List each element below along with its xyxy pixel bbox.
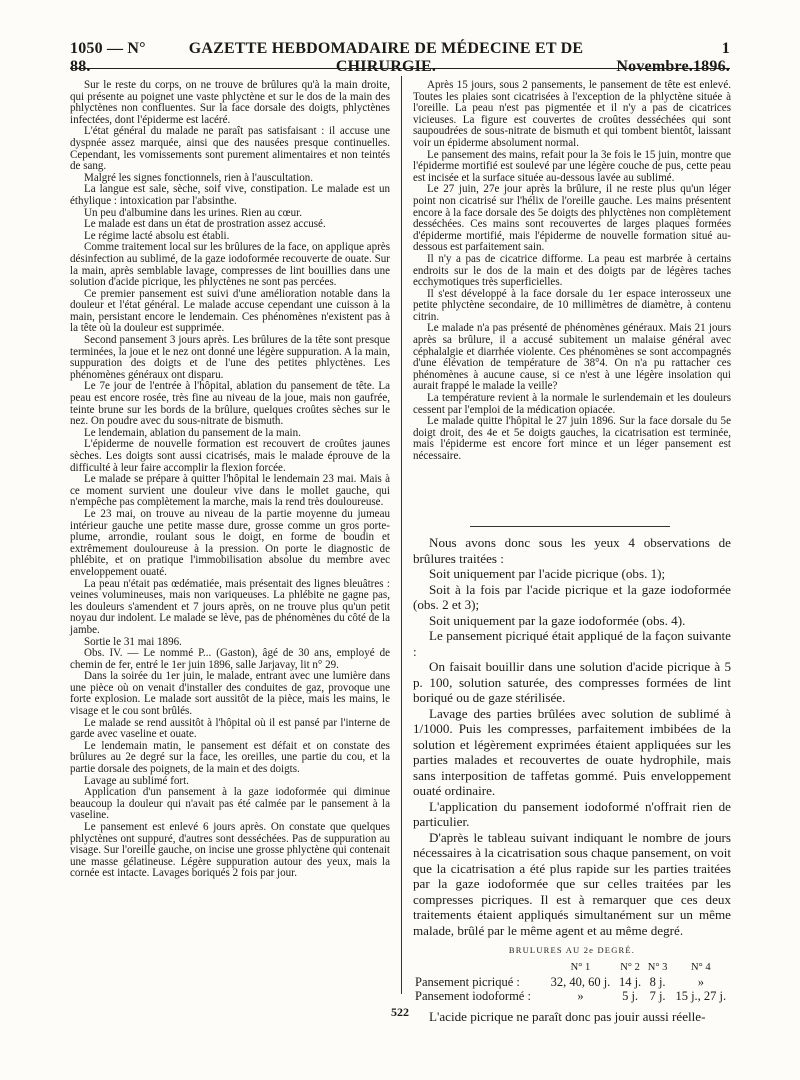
paragraph: Il s'est développé à la face dorsale du 1er espace interosseux une petite phlyctène secondaire, de 10 millimètres de diamètre, à contenu citrin.	[413, 287, 731, 323]
paragraph: Le 23 mai, on trouve au niveau de la partie moyenne du jumeau intérieur gauche une petite masse dure, grosse comme un gros porte-plume, arrondie, roulant sous le doigt, en forme de boudin et extrêmement douloureuse à la pression. On porte le diagnostic de phlébite, et on pratique l'immobilisation absolue du membre avec enveloppement ouaté.	[70, 507, 390, 578]
paragraph: La peau n'était pas œdématiée, mais présentait des lignes bleuâtres : veines volumineuses, mais non variqueuses. La phlébite ne gagne pas, les douleurs s'amendent et 7 jours après, on ne trouve plus qu'un petit noyau dur indolent. Le malade se lève, pas de phénomènes du côté de la jambe.	[70, 577, 390, 636]
paragraph: La langue est sale, sèche, soif vive, constipation. Le malade est un éthylique : intoxication par l'absinthe.	[70, 183, 390, 207]
paragraph: Un peu d'albumine dans les urines. Rien au cœur.	[84, 206, 302, 219]
running-head	[70, 40, 730, 75]
observation-heading: Obs. IV. — Le nommé P... (Gaston), âgé de 30 ans, employé de chemin de fer, entré le 1er juin 1896, salle Jarjavay, lit n° 29.	[70, 647, 390, 671]
column-divider	[401, 76, 402, 994]
paragraph: On faisait bouillir dans une solution d'acide picrique à 5 p. 100, solution saturée, des compresses formées de lint boriqué ou de gaze stérilisée.	[413, 659, 731, 705]
right-column-discussion	[413, 535, 731, 1024]
table-header-cell: N° 4	[690, 961, 711, 973]
paragraph: Le pansement des mains, refait pour la 3e fois le 15 juin, montre que l'épiderme mortifié est soulevé par une légère couche de pus, cette peau est incisée et la surface située au-dessous lavée au sublimé.	[413, 148, 731, 184]
table-cell: 14 j.	[618, 974, 642, 989]
page-number: 522	[391, 1005, 409, 1019]
paragraph: Soit uniquement par la gaze iodoformée (obs. 4).	[429, 612, 686, 628]
paragraph: Le malade quitte l'hôpital le 27 juin 1896. Sur la face dorsale du 5e doigt droit, des 4e et 5e doigts gauches, la cicatrisation est terminée, mais l'épiderme est encore fort mince et un léger pansement est nécessaire.	[413, 415, 731, 462]
paragraph: Nous avons donc sous les yeux 4 observations de brûlures traitées :	[413, 535, 731, 566]
table-title: BRULURES AU 2e DEGRÉ.	[508, 945, 636, 955]
row-label: Pansement picriqué :	[415, 974, 520, 989]
paragraph: L'état général du malade ne paraît pas satisfaisant : il accuse une dyspnée assez marquée, ainsi que des nausées presque continuelles. Cependant, les vomissements sont purement alimentaires et non teintés de sang.	[70, 125, 390, 173]
paragraph: Soit à la fois par l'acide picrique et la gaze iodoformée (obs. 2 et 3);	[413, 581, 731, 612]
paragraph: L'application du pansement iodoformé n'offrait rien de particulier.	[413, 798, 731, 829]
paragraph: Le malade n'a pas présenté de phénomènes généraux. Mais 21 jours après sa brûlure, il a accusé subitement un malaise général avec céphalalgie et diarrhée violente. Ces phénomènes se sont accompagnés d'une élévation de température de 38°4. On n'a pu rattacher ces phénomènes à aucune cause, si ce n'est à une légère insolation qui aurait frappé le malade la veille?	[413, 322, 731, 393]
table-cell: »	[577, 988, 584, 1003]
table-row	[413, 989, 731, 1003]
table-row	[413, 975, 731, 989]
section-divider	[470, 526, 670, 527]
paragraph: La température revient à la normale le surlendemain et les douleurs cessent par l'emploi de la médication opiacée.	[413, 392, 731, 416]
left-column	[70, 80, 390, 995]
burn-healing-table	[413, 961, 731, 1003]
table-cell: 32, 40, 60 j.	[550, 974, 611, 989]
issue-date: 1 Novembre.1896.	[616, 40, 730, 75]
paragraph: Le malade se prépare à quitter l'hôpital le lendemain 23 mai. Mais à ce moment survient une douleur vive dans le mollet gauche, qui n'empêche pas complètement la marche, mais la rend très douloureuse.	[70, 473, 390, 509]
table-cell: 7 j.	[649, 988, 666, 1003]
paragraph: L'épiderme de nouvelle formation est recouvert de croûtes jaunes sèches. Les doigts sont aussi cicatrisés, mais le malade éprouve de la difficulté à leur faire accomplir la flexion forcée.	[70, 438, 390, 474]
header-rule	[70, 68, 730, 69]
paragraph: Sortie le 31 mai 1896.	[84, 635, 182, 648]
paragraph: Malgré les signes fonctionnels, rien à l'auscultation.	[84, 171, 314, 184]
right-column-observation	[413, 80, 731, 535]
table-cell: 8 j.	[649, 974, 666, 989]
paragraph: Le malade est dans un état de prostration assez accusé.	[84, 218, 326, 231]
paragraph: Après 15 jours, sous 2 pansements, le pansement de tête est enlevé. Toutes les plaies sont cicatrisées à l'exception de la phlyctène située à l'oreille. La peau n'est pas pigmentée et il n'y a pas de cicatrices vicieuses. La figure est couvertes de croûtes desséchées qui sont saupoudrées de sous-nitrate de bismuth et qui tombent bientôt, laissant voir un épiderme absolument normal.	[413, 79, 731, 149]
paragraph: Second pansement 3 jours après. Les brûlures de la tête sont presque terminées, la joue et le nez ont donné une légère suppuration. A la main, suppuration des doigts et de l'une des petites phlyctènes. Les phénomènes généraux ont disparu.	[70, 334, 390, 381]
paragraph: Il n'y a pas de cicatrice difforme. La peau est marbrée à certains endroits sur le dos de la main et des doigts par de légères taches ecchymotiques très superficielles.	[413, 252, 731, 289]
closing-sentence: L'acide picrique ne paraît donc pas jouir aussi réelle-	[429, 1008, 706, 1024]
paragraph: Dans la soirée du 1er juin, le malade, entrant avec une lumière dans une pièce où on venait d'installer des conduites de gaz, provoque une forte explosion. Le malade sort aussitôt de la pièce, mais les mains, le visage et le cou sont brûlés.	[70, 670, 390, 718]
table-cell: »	[697, 974, 704, 989]
paragraph: Lavage au sublimé fort.	[84, 774, 189, 787]
paragraph: Application d'un pansement à la gaze iodoformée qui diminue beaucoup la douleur qui n'avait pas été calmée par le pansement à la vaseline.	[70, 786, 390, 822]
paragraph: Ce premier pansement est suivi d'une amélioration notable dans la douleur et l'état général. Le malade accuse cependant une cuisson à la main, persistant encore le lendemain. Ces phénomènes n'existent pas à la tête où la douleur est supprimée.	[70, 287, 390, 335]
paragraph: Lavage des parties brûlées avec solution de sublimé à 1/1000. Puis les compresses, parfaitement imbibées de la solution et légèrement exprimées étaient appliquées sur les parties malades et recouvertes de ouate hydrophile, mais sans interposition de taffetas gommé. Puis enveloppement ouaté ordinaire.	[413, 705, 731, 798]
paragraph: Le régime lacté absolu est établi.	[84, 229, 230, 242]
table-cell: 15 j., 27 j.	[675, 988, 727, 1003]
paragraph: Sur le reste du corps, on ne trouve de brûlures qu'à la main droite, qui présente au poignet une vaste phlyctène et sur le dos de la main des phlyctènes non confluentes. Sur la face dorsale des doigts, phlyctènes infectées, dont l'épiderme est lacéré.	[70, 79, 390, 126]
table-cell: 5 j.	[622, 988, 639, 1003]
paragraph: Le pansement est enlevé 6 jours après. On constate que quelques phlyctènes ont suppuré, d'autres sont desséchées. Pas de suppuration au visage. Sur l'oreille gauche, on incise une grosse phlyctène qui contenait une masse gélatineuse. Légère suppuration autour des yeux, mais la cornée est intacte. Lavages boriqués 2 fois par jour.	[70, 821, 390, 880]
paragraph: Le malade se rend aussitôt à l'hôpital où il est pansé par l'interne de garde avec vaseline et ouate.	[70, 716, 390, 741]
paragraph: Le pansement picriqué était appliqué de la façon suivante :	[413, 628, 731, 659]
table-header-cell: N° 2	[620, 961, 640, 973]
paragraph: D'après le tableau suivant indiquant le nombre de jours nécessaires à la cicatrisation sous chaque pansement, on voit que la cicatrisation a été plus rapide sur les parties traitées par la gaze iodoformée que sur celles traitées par les compresses picriques. Il est à remarquer que ces deux traitements étaient appliqués simultanément sur un même malade, brûlé par le même agent et au même degré.	[413, 829, 731, 938]
paragraph: Soit uniquement par l'acide picrique (obs. 1);	[429, 566, 666, 581]
table-header-cell: N° 1	[570, 961, 591, 973]
row-label: Pansement iodoformé :	[415, 988, 531, 1003]
paragraph: Comme traitement local sur les brûlures de la face, on applique après désinfection au sublimé, de la gaze iodoformée recouverte de ouate. Sur la main, après semblable lavage, compresses de lint bouillies dans une solution d'acide picrique, les phlyctènes ne sont pas percées.	[70, 241, 390, 289]
table-header-row	[413, 961, 731, 975]
issue-number: 1050 — N° 88.	[70, 40, 146, 75]
paragraph: Le 7e jour de l'entrée à l'hôpital, ablation du pansement de tête. La peau est encore rosée, très fine au niveau de la joue, mais non gaufrée, teinte brune sur les bords de la brûlure, quelques croûtes sèches sur le nez. On poudre avec du sous-nitrate de bismuth.	[70, 380, 390, 428]
table-header-cell: N° 3	[647, 961, 668, 973]
paragraph: Le lendemain, ablation du pansement de la main.	[84, 426, 301, 439]
paragraph: Le 27 juin, 27e jour après la brûlure, il ne reste plus qu'un léger point non cicatrisé sur l'hélix de l'oreille gauche. Les mains présentent encore à la face dorsale des 5e doigts des phlyctènes non complètement desséchées. Ces mains sont recouvertes de larges plaques formées d'épiderme mortifié, mais l'épiderme de nouvelle formation situé au-dessous est parfaitement sain.	[413, 183, 731, 254]
paragraph: Le lendemain matin, le pansement est défait et on constate des brûlures au 2e degré sur la face, les oreilles, une partie du cou, et la partie dorsale des poignets, de la main et des doigts.	[70, 739, 390, 776]
journal-title: GAZETTE HEBDOMADAIRE DE MÉDECINE ET DE CHIRURGIE.	[188, 40, 584, 75]
table-header-cell	[413, 961, 545, 975]
